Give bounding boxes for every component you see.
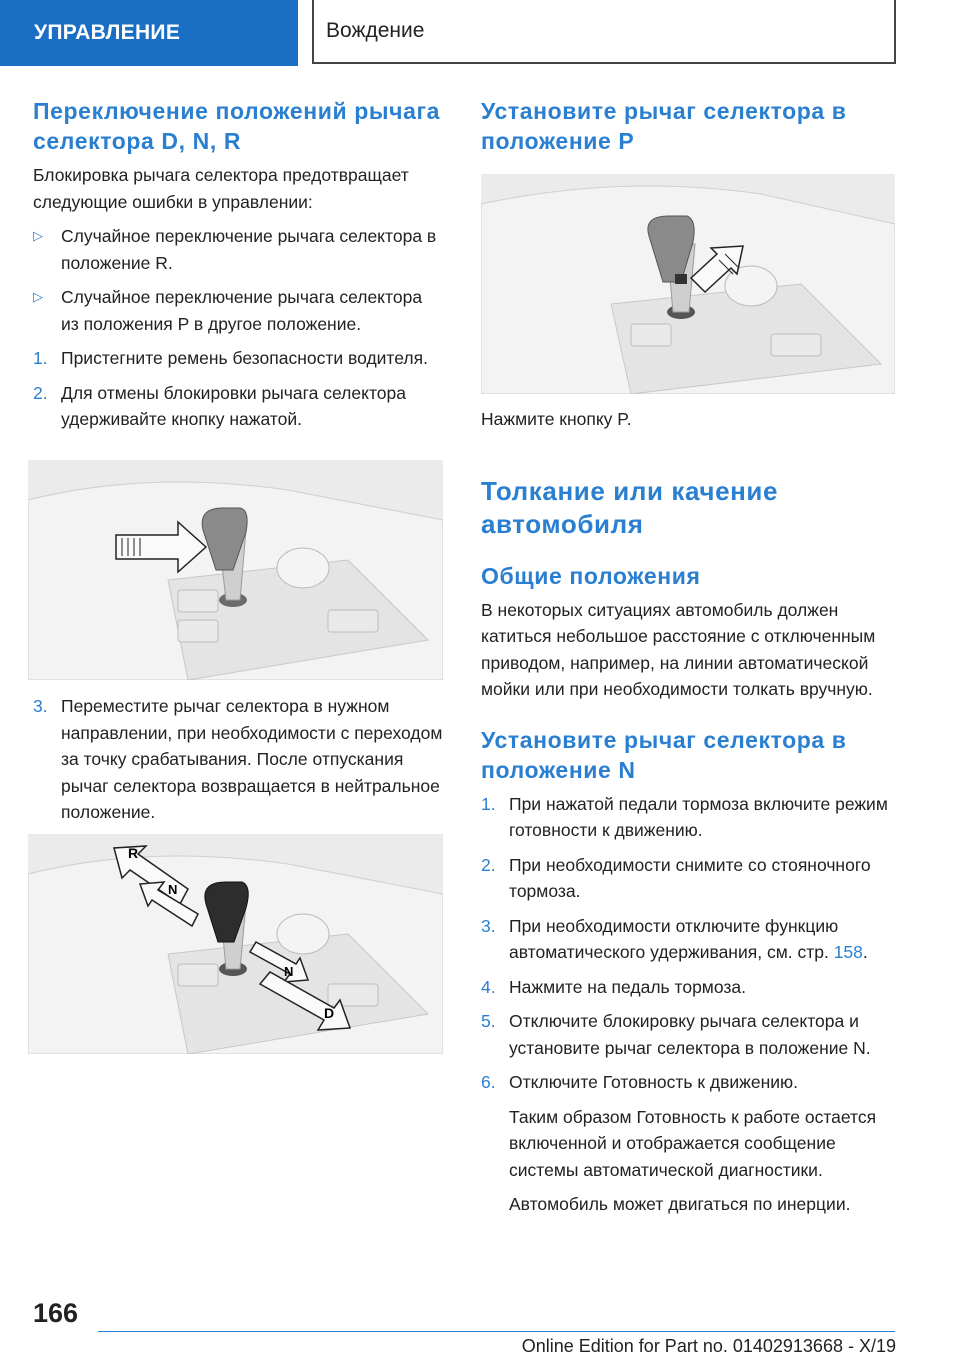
step-item: 1. При нажатой педали тормоза включите режим готовности к движению. bbox=[481, 793, 888, 840]
label-r: R bbox=[128, 845, 139, 861]
step-item: 3. При необходимости отключите функцию автоматического удерживания, см. стр. 158. bbox=[481, 915, 868, 962]
left-column-cont bbox=[33, 693, 443, 834]
figure-selector-unlock bbox=[28, 460, 443, 680]
step-item: 2. При необходимости снимите со стояночного тормоза. bbox=[481, 854, 871, 901]
heading-position-p: Установите рычаг селектора в положение P bbox=[481, 98, 847, 154]
step-item: 6. Отключите Готовность к движению. bbox=[481, 1072, 799, 1092]
step6-note-2: Автомобиль может двигаться по инерции. bbox=[509, 1194, 851, 1214]
selector-positions-illustration bbox=[28, 834, 443, 1054]
chapter-tab: Вождение bbox=[312, 0, 896, 64]
press-p-text: Нажмите кнопку P. bbox=[481, 409, 632, 429]
heading-dnr: Переключение положений рычага селектора D, N, R bbox=[33, 98, 441, 154]
label-n-up: N bbox=[168, 882, 178, 897]
triangle-bullet-icon: ▷ bbox=[33, 228, 43, 243]
right-column bbox=[481, 96, 895, 162]
heading-position-n: Установите рычаг селектора в положение N bbox=[481, 726, 847, 783]
figure-selector-positions bbox=[28, 834, 443, 1054]
footer-rule bbox=[98, 1331, 895, 1332]
step-item: 5. Отключите блокировку рычага селектора и установите рычаг селектора в положение N. bbox=[481, 1011, 871, 1058]
step6-note: Таким образом Готовность к работе остается включенной и отображается сообщение системы автоматической диагностики. bbox=[509, 1106, 877, 1180]
section-tab: УПРАВЛЕНИЕ bbox=[0, 0, 298, 66]
step-item: 3. Переместите рычаг селектора в нужном направлении, при необходимости с переходом за точку срабатывания. После отпускания рычаг селектора возвращается в нейтральное положение. bbox=[33, 696, 443, 822]
selector-unlock-illustration bbox=[28, 460, 443, 680]
step-item: 4. Нажмите на педаль тормоза. bbox=[481, 976, 746, 997]
general-text: В некоторых ситуациях автомобиль должен катиться небольшое расстояние с отключенным приводом, например, на линии автоматической мойки или при необходимости толкать вручную. bbox=[481, 599, 876, 699]
step-item: 2. Для отмены блокировки рычага селектора удерживайте кнопку нажатой. bbox=[33, 382, 406, 429]
page-number: 166 bbox=[33, 1298, 79, 1328]
right-column-cont bbox=[481, 406, 895, 1226]
page-link-158[interactable]: 158 bbox=[833, 942, 863, 962]
bullet-item: ▷ Случайное переключение рычага селектора в положение R. bbox=[33, 223, 443, 276]
label-d: D bbox=[324, 1005, 335, 1021]
bullet-item: ▷ Случайное переключение рычага селектора из положения P в другое положение. bbox=[33, 284, 443, 337]
left-column bbox=[33, 96, 443, 441]
step-item: 1. Пристегните ремень безопасности водителя. bbox=[33, 348, 428, 368]
heading-tow: Толкание или качение автомобиля bbox=[481, 475, 779, 539]
intro-text: Блокировка рычага селектора предотвращает следующие ошибки в управлении: bbox=[33, 165, 409, 212]
footer-edition: Online Edition for Part no. 01402913668 - X/19 bbox=[521, 1336, 896, 1356]
p-button-illustration bbox=[481, 174, 895, 394]
triangle-bullet-icon: ▷ bbox=[33, 289, 43, 304]
label-n-down: N bbox=[284, 964, 294, 979]
figure-p-button bbox=[481, 174, 895, 394]
heading-general: Общие положения bbox=[481, 562, 701, 589]
